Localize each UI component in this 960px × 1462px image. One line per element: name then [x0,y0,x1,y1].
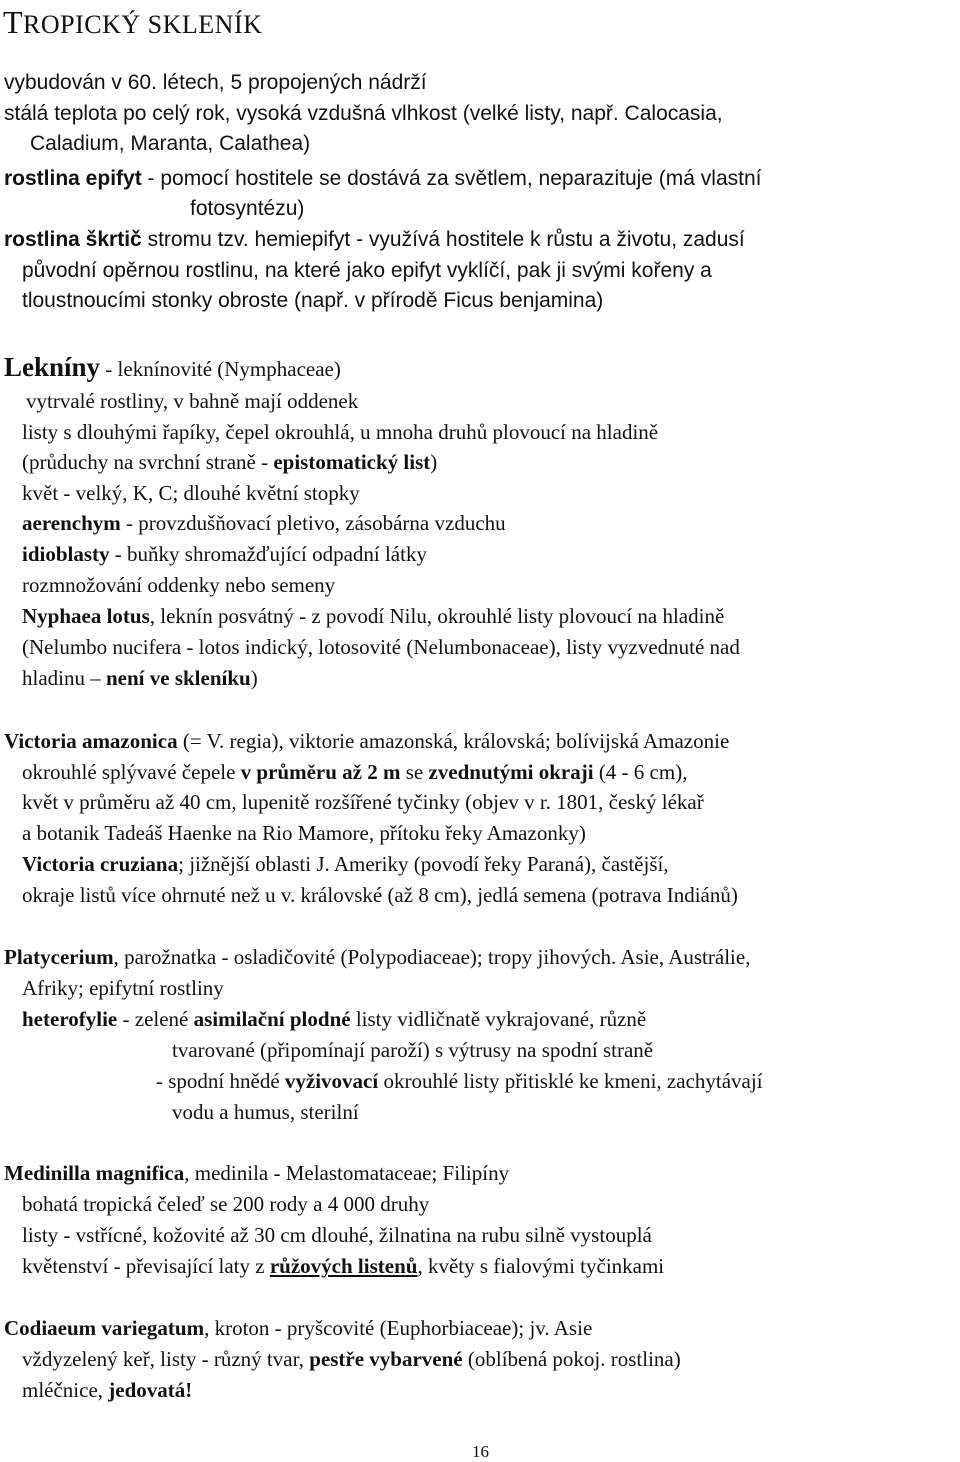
idioblasty-text: - buňky shromažďující odpadní látky [109,542,427,566]
medinilla-line-3 [22,1253,664,1279]
lekniny-line-5 [22,510,506,536]
platycerium-heading [4,944,750,970]
lekniny-line-2: listy s dlouhými řapíky, čepel okrouhlá, u mnoha druhů plovoucí na hladině [22,420,659,444]
platycerium-line-3: tvarované (připomínají paroží) s výtrusy na spodní straně [172,1038,654,1062]
victoria-heading [4,728,729,754]
victoria-line-2: květ v průměru až 40 cm, lupenitě rozšířené tyčinky (objev v r. 1801, český lékař [22,790,704,814]
platycerium-line-2-d: listy vidličnatě vykrajované, různě [350,1007,647,1031]
neni-ve-skleniku: není ve skleníku [106,666,251,690]
platycerium-line-5: vodu a humus, sterilní [172,1100,359,1124]
medinilla-text: , medinila - Melastomataceae; Filipíny [184,1161,510,1185]
page-number: 16 [472,1442,489,1461]
platycerium-term: Platycerium [4,945,114,969]
skrtic-term: rostlina škrtič [4,228,142,251]
title-rest: ROPICKÝ SKLENÍK [23,10,263,39]
nyphaea-term: Nyphaea lotus [22,604,150,628]
epistomaticky-term: epistomatický list [273,450,431,474]
codiaeum-line-2-a: mléčnice, [22,1378,109,1402]
medinilla-line-2: listy - vstřícné, kožovité až 30 cm dlouhé, žilnatina na rubu silně vystouplá [22,1223,652,1247]
victoria-line-1-c: se [400,760,429,784]
intro-line-3: Caladium, Maranta, Calathea) [30,132,311,155]
victoria-line-1-e: (4 - 6 cm), [593,760,688,784]
lekniny-line-9: (Nelumbo nucifera - lotos indický, lotosovité (Nelumbonaceae), listy vyzvednuté nad [22,635,740,659]
lekniny-line-10-a: hladinu – [22,666,106,690]
victoria-term: Victoria amazonica [4,729,178,753]
lekniny-line-1: vytrvalé rostliny, v bahně mají oddenek [26,389,359,413]
victoria-cruziana-text: ; jižnější oblasti J. Ameriky (povodí řeky Paraná), častější, [178,852,669,876]
codiaeum-text: , kroton - pryšcovité (Euphorbiaceae); jv. Asie [204,1316,593,1340]
medinilla-term: Medinilla magnifica [4,1161,185,1185]
platycerium-text: , parožnatka - osladičovité (Polypodiaceae); tropy jihových. Asie, Austrálie, [113,945,751,969]
lekniny-line-3-a: (průduchy na svrchní straně - [22,450,274,474]
lekniny-family: - leknínovité (Nymphaceae) [100,357,341,381]
lekniny-line-10 [22,665,258,691]
epifyt-text: - pomocí hostitele se dostává za světlem, neparazituje (má vlastní [141,167,762,190]
victoria-line-1-b: v průměru až 2 m [240,760,401,784]
platycerium-line-4-c: okrouhlé listy přitisklé ke kmeni, zachytávají [378,1069,763,1093]
codiaeum-line-2 [22,1377,192,1403]
victoria-line-4 [22,851,669,877]
aerenchym-term: aerenchym [22,511,121,535]
codiaeum-line-1-a: vždyzelený keř, listy - různý tvar, [22,1347,310,1371]
vyzivovaci-term: vyživovací [284,1069,379,1093]
title-initial: T [3,4,24,40]
pestre-vybarvene: pestře vybarvené [309,1347,463,1371]
platycerium-line-1: Afriky; epifytní rostliny [22,976,224,1000]
medinilla-line-1: bohatá tropická čeleď se 200 rody a 4 000 druhy [22,1192,430,1216]
victoria-line-1-d: zvednutými okraji [428,760,594,784]
page-title [3,4,262,41]
codiaeum-term: Codiaeum variegatum [4,1316,205,1340]
lekniny-heading [4,352,341,384]
epifyt-term: rostlina epifyt [4,167,142,190]
lekniny-line-6 [22,541,427,567]
skrtic-line-2: původní opěrnou rostlinu, na které jako epifyt vyklíčí, pak ji svými kořeny a [22,259,712,282]
epifyt-line [4,166,762,192]
lekniny-line-3 [22,449,437,475]
lekniny-term: Lekníny [4,352,101,382]
platycerium-line-2 [22,1006,646,1032]
platycerium-line-2-b: - zelené [117,1007,194,1031]
codiaeum-heading [4,1315,592,1341]
idioblasty-term: idioblasty [22,542,110,566]
asimilacni-plodne: asimilační plodné [193,1007,351,1031]
jedovata: jedovatá! [108,1378,193,1402]
lekniny-line-4: květ - velký, K, C; dlouhé květní stopky [22,481,360,505]
victoria-line-5: okraje listů více ohrnuté než u v. královské (až 8 cm), jedlá semena (potrava Indiánů) [22,883,738,907]
victoria-line-3: a botanik Tadeáš Haenke na Rio Mamore, přítoku řeky Amazonky) [22,821,586,845]
intro-line-1: vybudován v 60. létech, 5 propojených nádrží [4,71,427,94]
epifyt-line-2: fotosyntézu) [190,197,305,220]
medinilla-line-3-c: , květy s fialovými tyčinkami [417,1254,665,1278]
aerenchym-text: - provzdušňovací pletivo, zásobárna vzduchu [120,511,506,535]
ruzovych-listenu: růžových listenů [269,1254,418,1278]
lekniny-line-3-c: ) [430,450,438,474]
victoria-line-1 [22,759,687,785]
victoria-line-1-a: okrouhlé splývavé čepele [22,760,241,784]
medinilla-line-3-a: květenství - převisající laty z [22,1254,270,1278]
heterofylie-term: heterofylie [22,1007,118,1031]
skrtic-line [4,227,745,253]
codiaeum-line-1-c: (oblíbená pokoj. rostlina) [462,1347,681,1371]
lekniny-line-7: rozmnožování oddenky nebo semeny [22,573,336,597]
intro-line-2: stálá teplota po celý rok, vysoká vzdušná vlhkost (velké listy, např. Calocasia, [4,102,723,125]
codiaeum-line-1 [22,1346,681,1372]
victoria-cruziana-term: Victoria cruziana [22,852,179,876]
medinilla-heading [4,1160,509,1186]
nyphaea-text: , leknín posvátný - z povodí Nilu, okrouhlé listy plovoucí na hladině [149,604,725,628]
skrtic-line-3: tloustnoucími stonky obroste (např. v přírodě Ficus benjamina) [22,289,604,312]
lekniny-line-10-c: ) [250,666,258,690]
skrtic-text: stromu tzv. hemiepifyt - využívá hostitele k růstu a životu, zadusí [141,228,745,251]
lekniny-line-8 [22,603,724,629]
platycerium-line-4 [156,1068,763,1094]
victoria-text: (= V. regia), viktorie amazonská, královská; bolívijská Amazonie [177,729,730,753]
platycerium-line-4-a: - spodní hnědé [156,1069,285,1093]
